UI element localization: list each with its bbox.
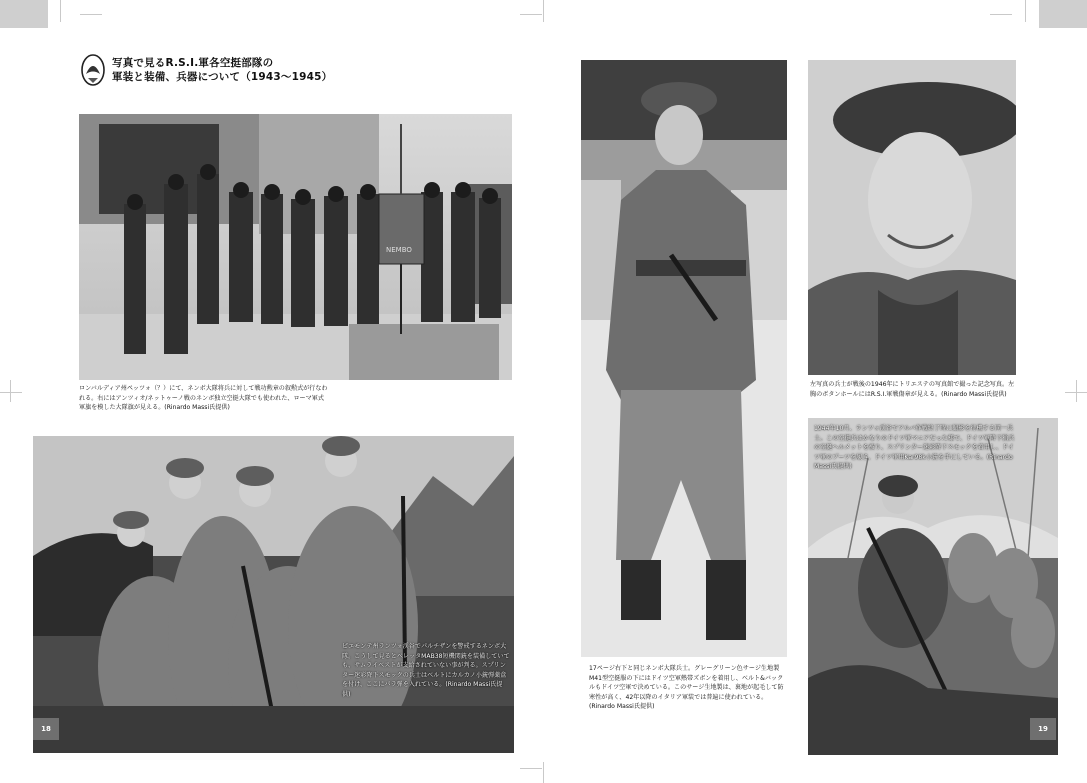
crop-mark — [60, 0, 61, 22]
crop-mark — [0, 392, 22, 393]
ceremony-photo — [79, 114, 512, 380]
left-bleed-tab — [0, 0, 48, 28]
group-soldiers-caption: ピエモンテ州ランツォ渓谷でパルチザンを警戒するネンボ大隊。こうして見るとベレッタMAB38短機関銃を装備していても、サムライベストが支給されていない事が判る。スプリンター迷彩降下スモックの兵士はベルトにカルカノ小銃弾薬盒を付け、ここにパラ弾を入れている。(Rinardo Massi氏提供) — [342, 643, 510, 698]
group-soldiers-photo — [33, 436, 514, 753]
crop-mark — [520, 768, 542, 769]
right-bleed-tab — [1039, 0, 1087, 28]
crop-mark — [10, 380, 11, 402]
title-line-2: 軍装と装備、兵器について（1943～1945） — [112, 71, 333, 83]
crop-mark — [990, 14, 1012, 15]
standing-soldier-photo — [581, 60, 787, 657]
mountain-group-caption: 1944年10月、ランツォ渓谷でアルバ作戦終了時に撮影を待機する同一兵士。この空挺兵はかなりのドイツ軍マニアだった様で、ドイツ軍降下猟兵の空挺ヘルメットを被り、スプリンター迷彩降下スモックを着用し、ドイツ軍のブーツを履き、ドイツ軍用Kar98k小銃を手にしている。(Rinardo Massi氏提供) — [814, 425, 1015, 470]
crop-mark — [1025, 0, 1026, 22]
crop-mark — [543, 0, 544, 22]
crop-mark — [80, 14, 102, 15]
crop-mark — [543, 762, 544, 783]
page-number-left: 18 — [33, 718, 59, 740]
crop-mark — [520, 14, 542, 15]
portrait-photo — [808, 60, 1016, 375]
standing-soldier-caption: 17ページ右下と同じネンボ大隊兵士。グレーグリーン色サージ生地製M41型空挺服の下にはドイツ空軍熱帯ズボンを着用し、ベルト&バックルもドイツ空軍で決めている。このサージ生地製は、裏地が起毛して防寒性が高く、42年以降のイタリア軍装では普遍に使われている。(Rinardo Massi氏提供) — [589, 665, 784, 710]
crop-mark — [1076, 380, 1077, 402]
article-title — [80, 50, 400, 90]
paratrooper-emblem-icon — [80, 52, 106, 88]
portrait-caption: 左写真の兵士が戦後の1946年にトリエステの写真館で撮った記念写真。左胸のボタンホールにはR.S.I.軍戦傷章が見える。(Rinardo Massi氏提供) — [810, 381, 1015, 398]
title-line-1: 写真で見るR.S.I.軍各空挺部隊の — [112, 57, 274, 69]
title-text — [112, 56, 332, 84]
page-number-right: 19 — [1030, 718, 1056, 740]
ceremony-caption: ロンバルディア州ペッツォ（？）にて、ネンボ大隊将兵に対して戦功勲章の叙勲式が行なわれる。右にはアンツィオ/ネットゥーノ戦のネンボ独立空挺大隊でも使われた、ローマ軍式軍旗を模した大隊旗が見える。(Rinardo Massi氏提供) — [79, 385, 328, 411]
banner-text: NEMBO — [386, 246, 412, 254]
